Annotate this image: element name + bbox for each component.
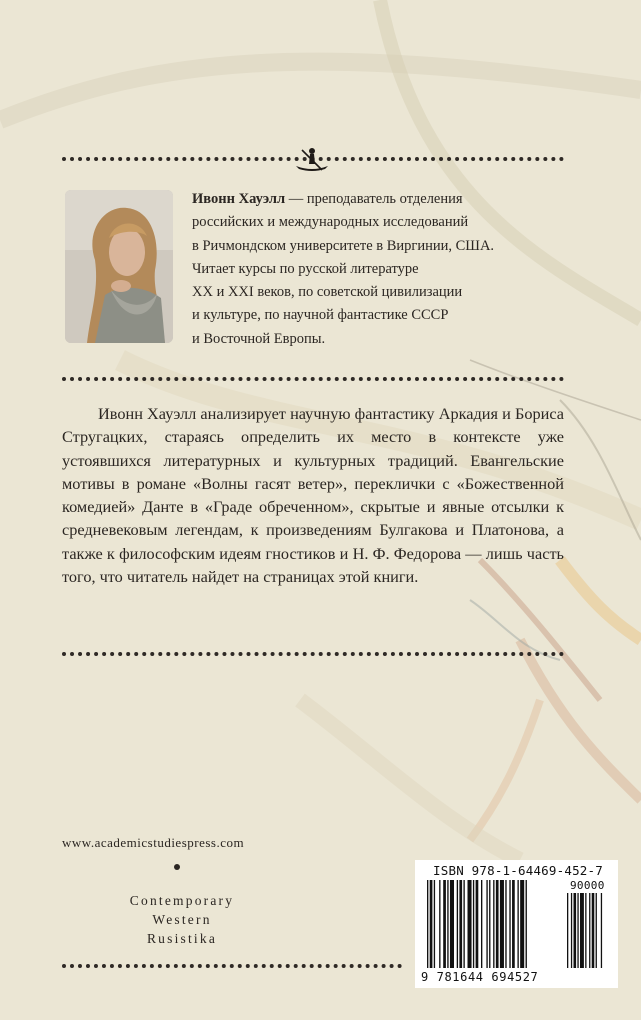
book-description: Ивонн Хауэлл анализирует научную фантастику Аркадия и Бориса Стругацких, стараясь определить их место в контексте уже устоявшихся литературных и культурных традиций. Евангельские мотивы в романе «Волны гасят ветер», переклички с «Божественной комедией» Данте в «Граде обреченном», скрытые и явные отсылки к средневековым легендам, к произведениям Булгакова и Платонова, а также к философским идеям гностиков и Н. Ф. Федорова — лишь часть того, что читатель найдет на страницах этой книги.	[62, 404, 564, 587]
barcode-digits: 9 781644 694527	[421, 970, 539, 984]
isbn-label: ISBN 978-1-64469-452-7	[433, 863, 603, 878]
barcode-addon-number: 90000	[570, 879, 605, 892]
series-name	[62, 891, 302, 948]
series-line-1: Contemporary	[129, 893, 235, 908]
divider-lower	[62, 652, 564, 656]
isbn-barcode	[415, 860, 618, 988]
series-line-2: Western	[152, 912, 212, 927]
bio-line-5: XX и XXI веков, по советской цивилизации	[192, 284, 463, 301]
bullet-dot	[174, 864, 180, 870]
bio-line-7: и Восточной Европы.	[192, 330, 326, 347]
series-line-3: Rusistika	[146, 931, 218, 946]
bio-line-2: российских и международных исследований	[192, 214, 469, 231]
bio-line-4: Читает курсы по русской литературе	[192, 260, 419, 277]
author-photo	[65, 190, 173, 343]
author-bio	[192, 188, 622, 351]
divider-bottom	[62, 964, 402, 968]
barcode-bars	[415, 860, 618, 988]
bio-line-3: в Ричмондском университете в Виргинии, США.	[192, 237, 495, 254]
bio-line-6: и культуре, по научной фантастике СССР	[192, 307, 449, 324]
boat-with-rower-icon	[292, 142, 332, 176]
author-name: Ивонн Хауэлл	[192, 191, 286, 207]
divider-middle	[62, 377, 564, 381]
publisher-url[interactable]: www.academicstudiespress.com	[62, 835, 245, 850]
bio-line-1: — преподаватель отделения	[285, 191, 463, 207]
